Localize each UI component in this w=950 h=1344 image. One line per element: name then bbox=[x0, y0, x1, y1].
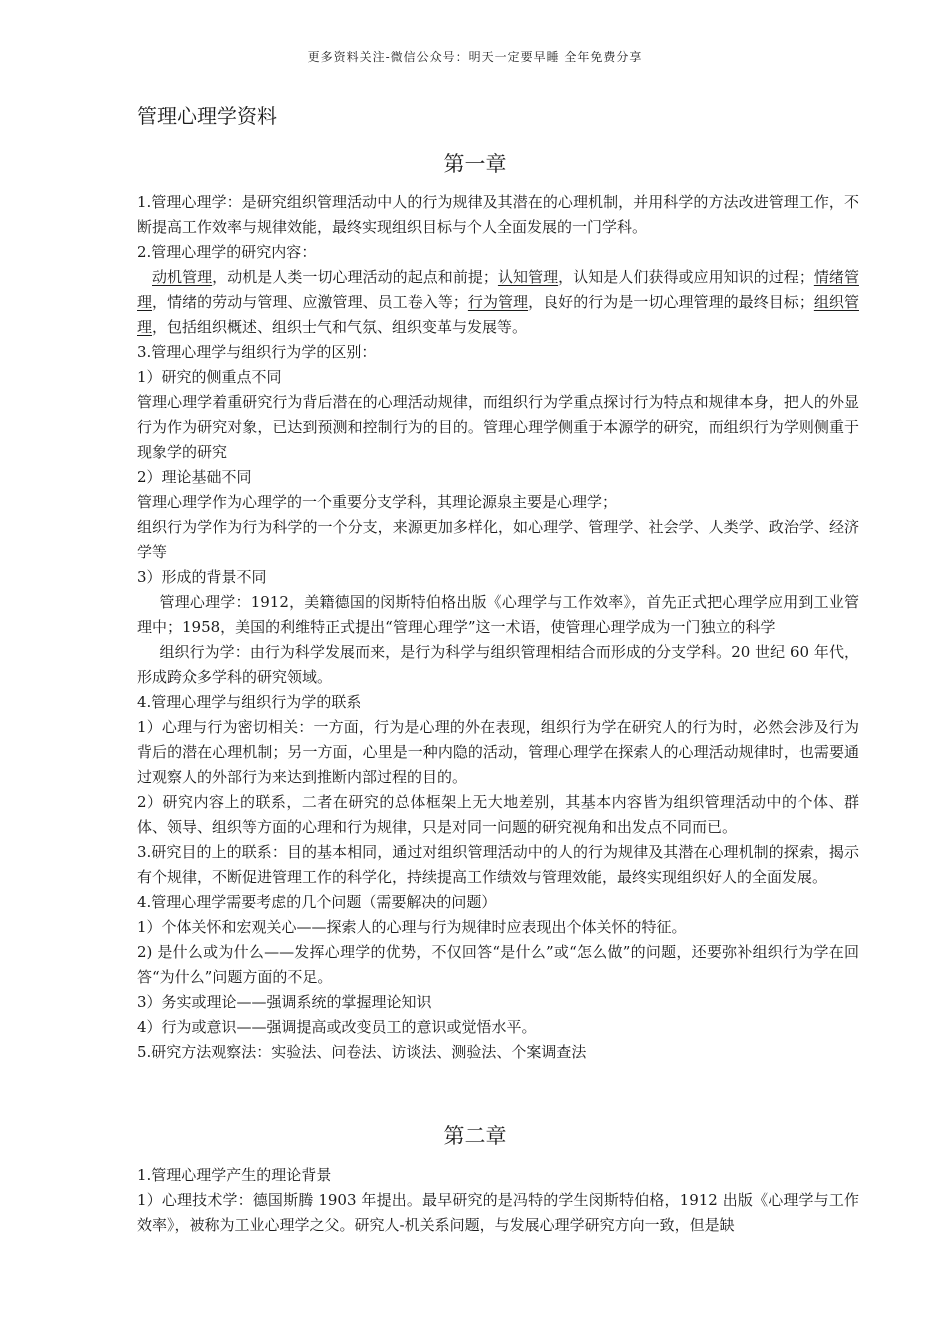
chapter-1-title: 第一章 bbox=[443, 152, 507, 176]
paragraph: 1.管理心理学：是研究组织管理活动中人的行为规律及其潜在的心理机制，并用科学的方法改进管理工作，不断提高工作效率与规律效能，最终实现组织目标与个人全面发展的一门学科。 bbox=[137, 193, 859, 236]
text-run: ，良好的行为是一切心理管理的最终目标； bbox=[528, 293, 814, 311]
research-content-paragraph bbox=[137, 265, 859, 340]
page-header: 更多资料关注-微信公众号：明天一定要早睡 全年免费分享 bbox=[307, 50, 643, 64]
chapter-1-body bbox=[137, 190, 859, 1065]
chapter-2-body bbox=[137, 1163, 859, 1238]
paragraph: 3.研究目的上的联系：目的基本相同，通过对组织管理活动中的人的行为规律及其潜在心理机制的探索，揭示有个规律，不断促进管理工作的科学化，持续提高工作绩效与管理效能，最终实现组织好人的全面发展。 bbox=[137, 843, 859, 886]
text-run: ，认知是人们获得或应用知识的过程； bbox=[558, 268, 814, 286]
text-run: ，包括组织概述、组织士气和气氛、组织变革与发展等。 bbox=[152, 318, 528, 336]
paragraph: 2.管理心理学的研究内容： bbox=[137, 243, 317, 261]
term-behavior: 行为管理 bbox=[467, 293, 529, 311]
paragraph: 3）务实或理论——强调系统的掌握理论知识 bbox=[137, 993, 432, 1011]
term-cognition: 认知管理 bbox=[497, 268, 559, 286]
term-motivation: 动机管理 bbox=[152, 268, 213, 286]
paragraph: 1.管理心理学产生的理论背景 bbox=[137, 1166, 332, 1184]
paragraph: 2）研究内容上的联系，二者在研究的总体框架上无大地差别，其基本内容皆为组织管理活动中的个体、群体、领导、组织等方面的心理和行为规律，只是对同一问题的研究视角和出发点不同而已。 bbox=[137, 793, 859, 836]
paragraph: 1）研究的侧重点不同 bbox=[137, 368, 282, 386]
paragraph: 2) 是什么或为什么——发挥心理学的优势，不仅回答“是什么”或“怎么做”的问题，还要弥补组织行为学在回答“为什么”问题方面的不足。 bbox=[137, 943, 859, 986]
paragraph: 1）个体关怀和宏观关心——探索人的心理与行为规律时应表现出个体关怀的特征。 bbox=[137, 918, 687, 936]
paragraph: 1）心理与行为密切相关：一方面，行为是心理的外在表现，组织行为学在研究人的行为时，必然会涉及行为背后的潜在心理机制；另一方面，心里是一种内隐的活动，管理心理学在探索人的心理活动规律时，也需要通过观察人的外部行为来达到推断内部过程的目的。 bbox=[137, 718, 859, 786]
paragraph: 管理心理学作为心理学的一个重要分支学科，其理论源泉主要是心理学； bbox=[137, 493, 618, 511]
document-title: 管理心理学资料 bbox=[137, 104, 277, 128]
paragraph: 2）理论基础不同 bbox=[137, 468, 252, 486]
text-run: ，动机是人类一切心理活动的起点和前提； bbox=[212, 268, 498, 286]
paragraph: 5.研究方法观察法：实验法、问卷法、访谈法、测验法、个案调查法 bbox=[137, 1043, 587, 1061]
paragraph: 4）行为或意识——强调提高或改变员工的意识或觉悟水平。 bbox=[137, 1018, 537, 1036]
paragraph: 管理心理学：1912，美籍德国的闵斯特伯格出版《心理学与工作效率》，首先正式把心理学应用到工业管理中；1958，美国的利维特正式提出“管理心理学”这一术语，使管理心理学成为一门独立的科学 bbox=[137, 593, 859, 636]
paragraph: 组织行为学作为行为科学的一个分支，来源更加多样化，如心理学、管理学、社会学、人类学、政治学、经济学等 bbox=[137, 518, 859, 561]
chapter-2-title: 第二章 bbox=[443, 1124, 507, 1148]
paragraph: 管理心理学着重研究行为背后潜在的心理活动规律，而组织行为学重点探讨行为特点和规律本身，把人的外显行为作为研究对象，已达到预测和控制行为的目的。管理心理学侧重于本源学的研究，而组织行为学则侧重于现象学的研究 bbox=[137, 393, 859, 461]
term-organization: 组织管理 bbox=[137, 293, 859, 336]
paragraph: 4.管理心理学与组织行为学的联系 bbox=[137, 693, 362, 711]
paragraph: 4.管理心理学需要考虑的几个问题（需要解决的问题） bbox=[137, 893, 497, 911]
term-emotion: 情绪管理 bbox=[137, 268, 859, 311]
paragraph: 1）心理技术学：德国斯腾 1903 年提出。最早研究的是冯特的学生闵斯特伯格，1912 出版《心理学与工作效率》，被称为工业心理学之父。研究人-机关系问题，与发展心理学研究方向一致，但是缺 bbox=[137, 1191, 859, 1234]
paragraph: 3）形成的背景不同 bbox=[137, 568, 267, 586]
text-run: ，情绪的劳动与管理、应激管理、员工卷入等； bbox=[152, 293, 468, 311]
paragraph: 3.管理心理学与组织行为学的区别： bbox=[137, 343, 377, 361]
paragraph: 组织行为学：由行为科学发展而来，是行为科学与组织管理相结合而形成的分支学科。20 世纪 60 年代，形成跨众多学科的研究领域。 bbox=[137, 643, 859, 686]
